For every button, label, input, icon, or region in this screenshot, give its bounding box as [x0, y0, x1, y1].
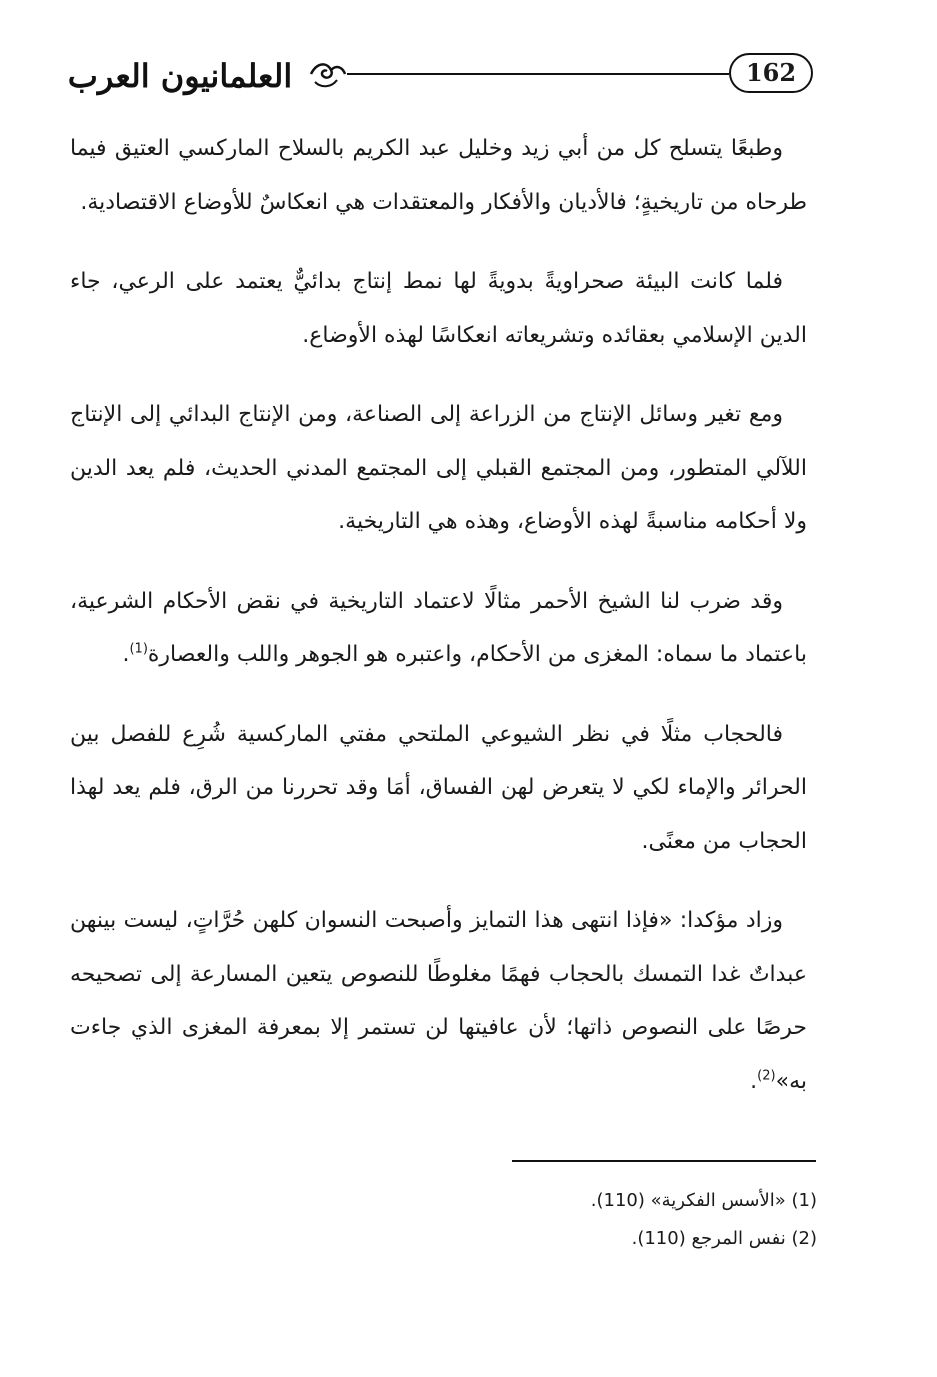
- footnote-separator: [512, 1160, 816, 1162]
- paragraph-text: فالحجاب مثلًا في نظر الشيوعي الملتحي مفتي الماركسية شُرِع للفصل بين الحرائر والإماء لكي لا يتعرض لهن الفساق، أمَا وقد تحررنا من الرق، فلم يعد لهذا الحجاب من معنًى.: [70, 721, 807, 854]
- body-text: [70, 122, 807, 1134]
- header-rule: [347, 73, 729, 75]
- paragraph-text: فلما كانت البيئة صحراويةً بدويةً لها نمط إنتاج بدائيٌّ يعتمد على الرعي، جاء الدين الإسلامي بعقائده وتشريعاته انعكاسًا لهذه الأوضاع.: [70, 269, 807, 348]
- paragraph-text: وطبعًا يتسلح كل من أبي زيد وخليل عبد الكريم بالسلاح الماركسي العتيق فيما طرحاه من تاريخيةٍ؛ فالأديان والأفكار والمعتقدات هي انعكاسٌ للأوضاع الاقتصادية.: [70, 136, 807, 215]
- paragraph-end: .: [750, 1068, 758, 1094]
- page-header: [55, 44, 815, 114]
- footnote-reference[interactable]: (1): [129, 641, 148, 657]
- running-title: العلمانيون العرب: [67, 57, 293, 95]
- page-number: 162: [729, 53, 813, 93]
- footnotes: [400, 1182, 817, 1258]
- paragraph: [70, 708, 807, 869]
- ornament-icon: [307, 54, 347, 94]
- paragraph: [70, 255, 807, 362]
- paragraph-text: وزاد مؤكدا: «فإذا انتهى هذا التمايز وأصبحت النسوان كلهن حُرَّاتٍ، ليست بينهن عبداتٌ غدا التمسك بالحجاب فهمًا مغلوطًا للنصوص يتعين المسارعة إلى تصحيحه حرصًا على النصوص ذاتها؛ لأن عافيتها لن تستمر إلا بمعرفة المغزى الذي جاءت به»: [70, 908, 807, 1094]
- paragraph-text: ومع تغير وسائل الإنتاج من الزراعة إلى الصناعة، ومن الإنتاج البدائي إلى الإنتاج اللآلي المتطور، ومن المجتمع القبلي إلى المجتمع المدني الحديث، فلم يعد الدين ولا أحكامه مناسبةً لهذه الأوضاع، وهذه هي التاريخية.: [70, 402, 807, 534]
- paragraph: [70, 894, 807, 1108]
- paragraph: [70, 575, 807, 682]
- paragraph: [70, 122, 807, 229]
- footnote-reference[interactable]: (2): [757, 1068, 776, 1084]
- paragraph-text: وقد ضرب لنا الشيخ الأحمر مثالًا لاعتماد التاريخية في نقض الأحكام الشرعية، باعتماد ما سماه: المغزى من الأحكام، واعتبره هو الجوهر واللب والعصارة: [70, 588, 807, 667]
- paragraph-end: .: [122, 642, 130, 667]
- footnote: (1) «الأسس الفكرية» (110).: [590, 1190, 817, 1211]
- footnote: (2) نفس المرجع (110).: [631, 1228, 817, 1249]
- paragraph: [70, 388, 807, 549]
